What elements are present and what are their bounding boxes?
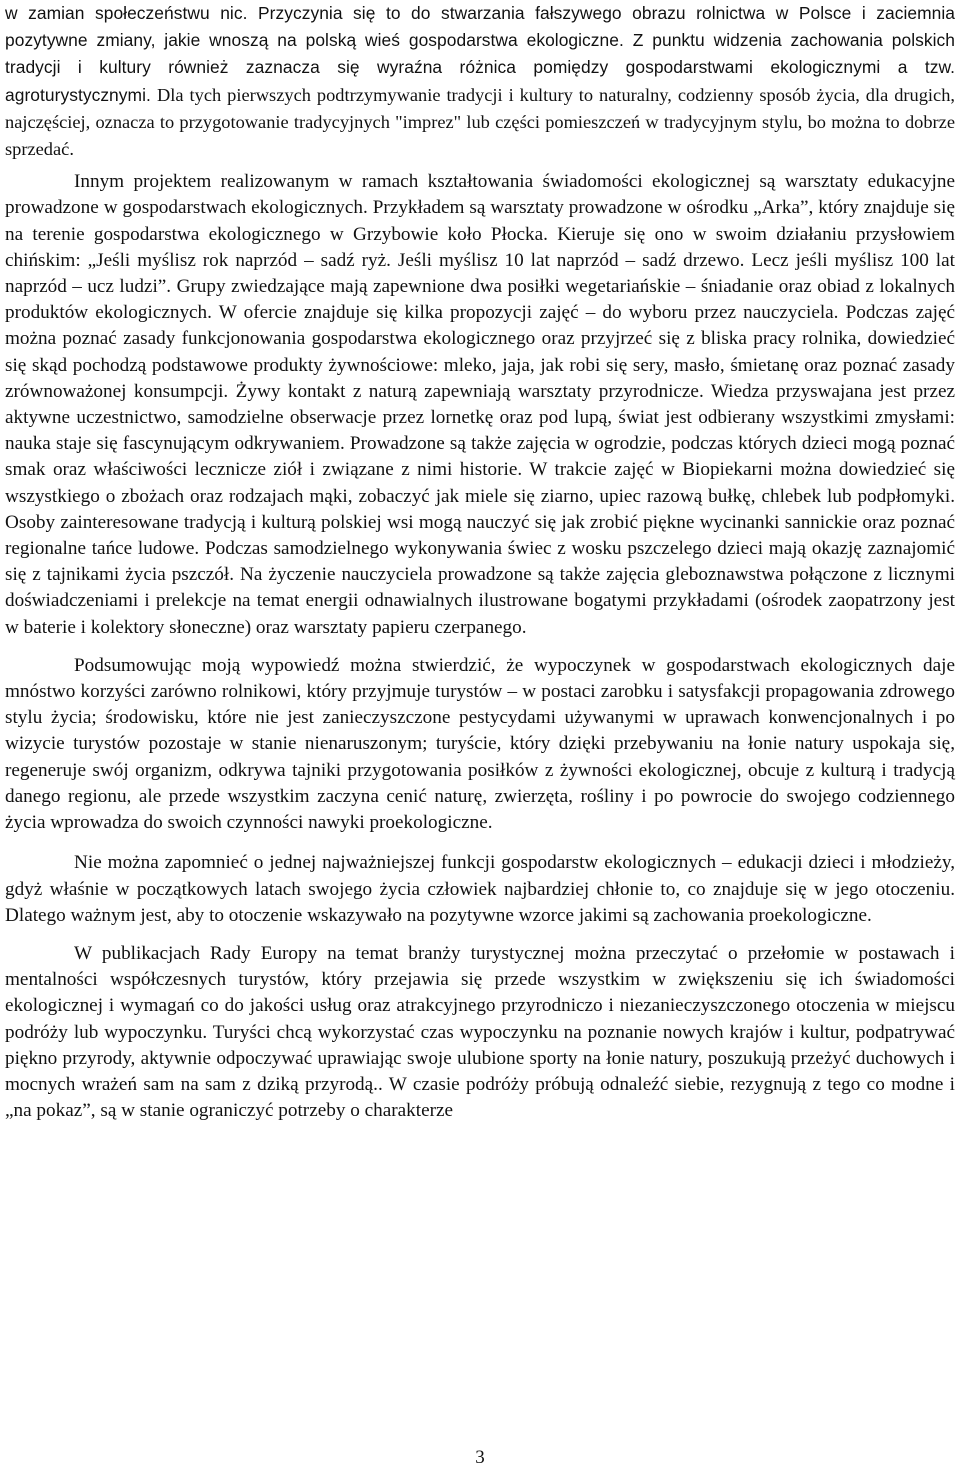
paragraph-continuation-sans-text: w zamian społeczeństwu nic. Przyczynia się to do stwarzania fałszywego obrazu rolnictwa w Polsce i zaciemnia pozytywne zmiany, jakie wnoszą na polską wieś gospodarstwa ekologiczne. Z punktu widzenia zachowania polskich tradycji i kultury również zaznacza się wyraźna różnica pomiędzy gospodarstwami ekologicznymi a tzw. agroturystycznymi.	[5, 3, 955, 105]
paragraph-continuation-serif-text: Dla tych pierwszych podtrzymywanie tradycji i kultury to naturalny, codzienny sposób życia, dla drugich, najczęściej, oznacza to przygotowanie tradycyjnych "imprez" lub części pomieszczeń w tradycyjnym stylu, bo można to dobrze sprzedać.	[5, 84, 956, 160]
paragraph-summary: Podsumowując moją wypowiedź można stwierdzić, że wypoczynek w gospodarstwach ekologicznych daje mnóstwo korzyści zarówno rolnikowi, który przyjmuje turystów – w postaci zarobku i satysfakcji propagowania zdrowego stylu życia; środowisku, które nie jest zanieczyszczone pestycydami używanymi w uprawach konwencjonalnych i po wizycie turystów pozostaje w stanie nienaruszonym; turyście, który dzięki przebywaniu na łonie natury uspokaja się, regeneruje swój organizm, odkrywa tajniki przygotowania posiłków z żywności ekologicznej, obcuje z kulturą i tradycją danego regionu, ale przede wszystkim zaczyna cenić naturę, zwierzęta, rośliny i po powrocie do swojego codziennego życia wprowadza do swoich czynności nawyki proekologiczne.	[5, 654, 955, 834]
document-page	[5, 0, 955, 1124]
page-number: 3	[475, 1447, 485, 1468]
paragraph-workshops: Innym projektem realizowanym w ramach kształtowania świadomości ekologicznej są warsztaty edukacyjne prowadzone w gospodarstwach ekologicznych. Przykładem są warsztaty prowadzone w ośrodku „Arka”, który znajduje się na terenie gospodarstwa ekologicznego w Grzybowie koło Płocka. Kieruje się ono w swoim działaniu przysłowiem chińskim: „Jeśli myślisz rok naprzód – sadź ryż. Jeśli myślisz 10 lat naprzód – sadź drzewo. Lecz jeśli myślisz 100 lat naprzód – ucz ludzi”. Grupy zwiedzające mają zapewnione dwa posiłki wegetariańskie – śniadanie oraz obiad z lokalnych produktów ekologicznych. W ofercie znajduje się kilka propozycji zajęć – do wyboru przez nauczyciela. Podczas zajęć można poznać zasady funkcjonowania gospodarstwa ekologicznego oraz przyjrzeć się z bliska pracy rolnika, dowiedzieć się skąd pochodzą podstawowe produkty żywnościowe: mleko, jaja, jak robi się sery, masło, śmietanę oraz poznać zasady zrównoważonej konsumpcji. Żywy kontakt z naturą zapewniają warsztaty przyrodnicze. Wiedza przyswajana jest przez aktywne uczestnictwo, samodzielne obserwacje przez lornetkę oraz pod lupą, świat jest odbierany wszystkimi zmysłami: nauka staje się fascynującym odkrywaniem. Prowadzone są także zajęcia w ogrodzie, podczas których dzieci mogą poznać smak oraz właściwości lecznicze ziół i związane z nimi historie. W trakcie zajęć w Biopiekarni można dowiedzieć się wszystkiego o zbożach oraz rodzajach mąki, zobaczyć jak miele się ziarno, upiec razową bułkę, chlebek lub podpłomyki. Osoby zainteresowane tradycją i kulturą polskiej wsi mogą nauczyć się jak zrobić piękne wycinanki sannickie oraz poznać regionalne tańce ludowe. Podczas samodzielnego wykonywania świec z wosku pszczelego dzieci mają okazję zaznajomić się z tajnikami życia pszczół. Na życzenie nauczyciela prowadzone są także zajęcia gleboznawstwa połączone z licznymi doświadczeniami i prelekcje na temat energii odnawialnych ilustrowane bogatymi przykładami (ośrodek zaopatrzony jest w baterie i kolektory słoneczne) oraz warsztaty papieru czerpanego.	[5, 171, 955, 638]
paragraph-education: Nie można zapomnieć o jednej najważniejszej funkcji gospodarstw ekologicznych – edukacji dzieci i młodzieży, gdyż właśnie w początkowych latach swojego życia człowiek najbardziej chłonie to, co znajduje się w jego otoczeniu. Dlatego ważnym jest, aby to otoczenie wskazywało na pozytywne wzorce jakimi są zachowania proekologiczne.	[5, 852, 955, 926]
paragraph-council-of-europe: W publikacjach Rady Europy na temat branży turystycznej można przeczytać o przełomie w postawach i mentalności współczesnych turystów, który przejawia się przede wszystkim w zwiększeniu się ich świadomości ekologicznej i wymagań co do jakości usług oraz atrakcyjnego przyrodniczo i niezanieczyszczonego otoczenia w miejscu podróży lub wypoczynku. Turyści chcą wykorzystać czas wypoczynku na poznanie nowych krajów i kultur, podpatrywać piękno przyrody, aktywnie odpoczywać uprawiając swoje ulubione sporty na łonie natury, poszukują przeżyć duchowych i mocnych wrażeń sam na sam z dziką przyrodą.. W czasie podróży próbują odnaleźć siebie, rezygnują z tego co modne i „na pokaz”, są w stanie ograniczyć potrzeby o charakterze	[5, 942, 955, 1122]
paragraph-continuation	[5, 0, 955, 163]
